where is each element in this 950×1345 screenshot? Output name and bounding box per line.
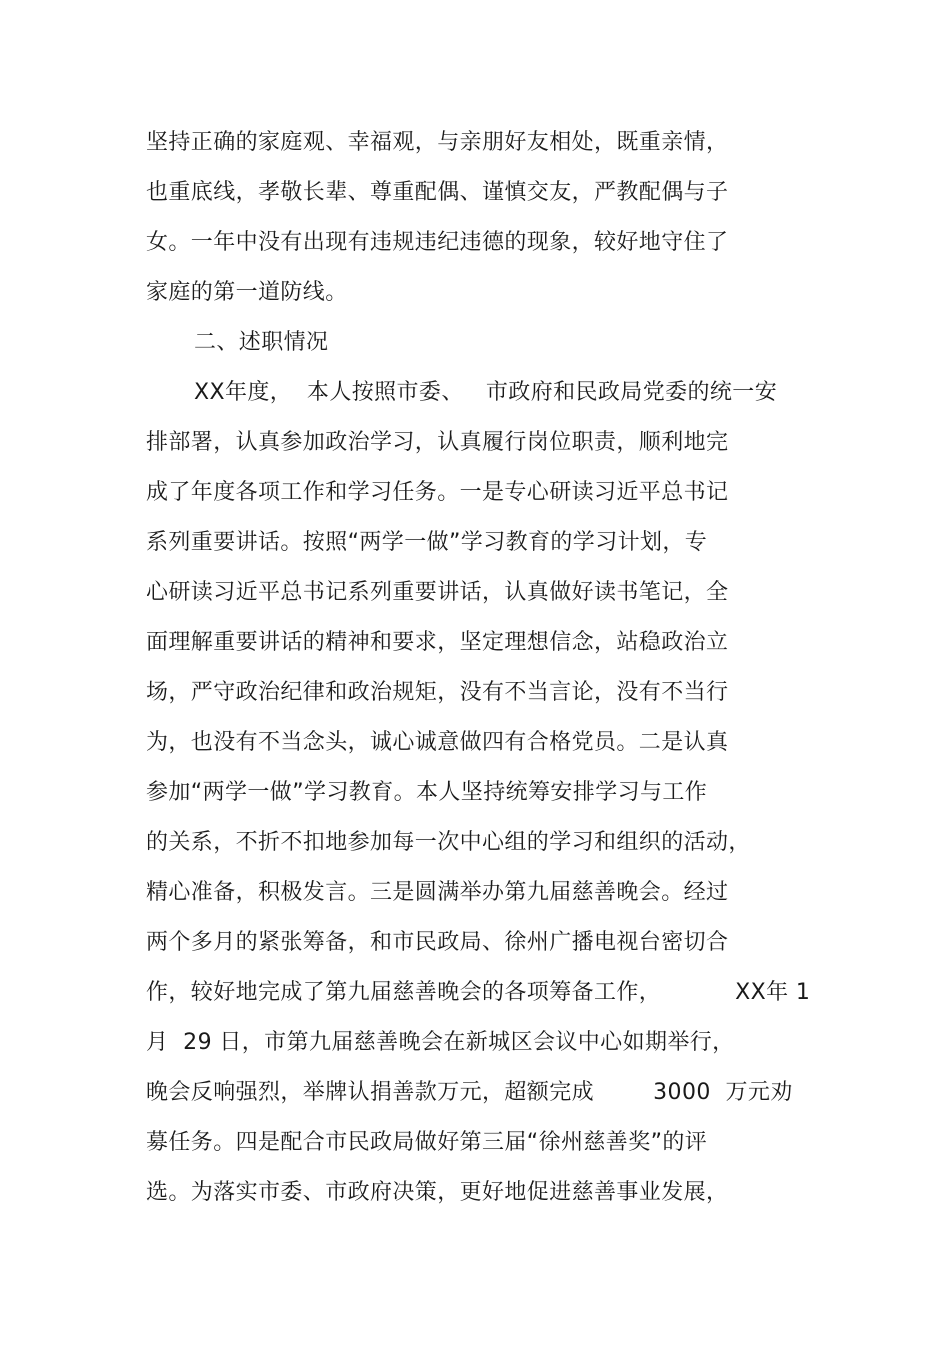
paragraph-line: 排部署，认真参加政治学习，认真履行岗位职责，顺利地完 [146, 430, 729, 455]
section-heading: 二、述职情况 [194, 330, 329, 355]
paragraph-line: 作，较好地完成了第九届慈善晚会的各项筹备工作， XX年 1 [146, 980, 811, 1005]
paragraph-line: 系列重要讲话。按照“两学一做”学习教育的学习计划，专 [146, 530, 708, 555]
paragraph-line: 成了年度各项工作和学习任务。一是专心研读习近平总书记 [146, 480, 729, 505]
paragraph-line: 女。一年中没有出现有违规违纪违德的现象，较好地守住了 [146, 230, 729, 255]
paragraph-line: XX年度， 本人按照市委、 市政府和民政局党委的统一安 [194, 380, 778, 405]
paragraph-line: 两个多月的紧张筹备，和市民政局、徐州广播电视台密切合 [146, 930, 729, 955]
paragraph-line: 晚会反响强烈，举牌认捐善款万元，超额完成 3000 万元劝 [146, 1080, 793, 1105]
paragraph-line: 也重底线，孝敬长辈、尊重配偶、谨慎交友，严教配偶与子 [146, 180, 729, 205]
paragraph-line: 面理解重要讲话的精神和要求，坚定理想信念，站稳政治立 [146, 630, 729, 655]
paragraph-line: 募任务。四是配合市民政局做好第三届“徐州慈善奖”的评 [146, 1130, 708, 1155]
paragraph-line: 场，严守政治纪律和政治规矩，没有不当言论，没有不当行 [146, 680, 729, 705]
paragraph-line: 心研读习近平总书记系列重要讲话，认真做好读书笔记，全 [146, 580, 729, 605]
paragraph-line: 月 29 日，市第九届慈善晚会在新城区会议中心如期举行， [146, 1030, 735, 1055]
paragraph-line: 的关系，不折不扣地参加每一次中心组的学习和组织的活动， [146, 830, 751, 855]
paragraph-line: 为，也没有不当念头，诚心诚意做四有合格党员。二是认真 [146, 730, 729, 755]
paragraph-line: 坚持正确的家庭观、幸福观，与亲朋好友相处，既重亲情， [146, 130, 729, 155]
paragraph-line: 家庭的第一道防线。 [146, 280, 348, 305]
paragraph-line: 参加“两学一做”学习教育。本人坚持统筹安排学习与工作 [146, 780, 708, 805]
paragraph-line: 精心准备，积极发言。三是圆满举办第九届慈善晚会。经过 [146, 880, 729, 905]
paragraph-line: 选。为落实市委、市政府决策，更好地促进慈善事业发展， [146, 1180, 729, 1205]
